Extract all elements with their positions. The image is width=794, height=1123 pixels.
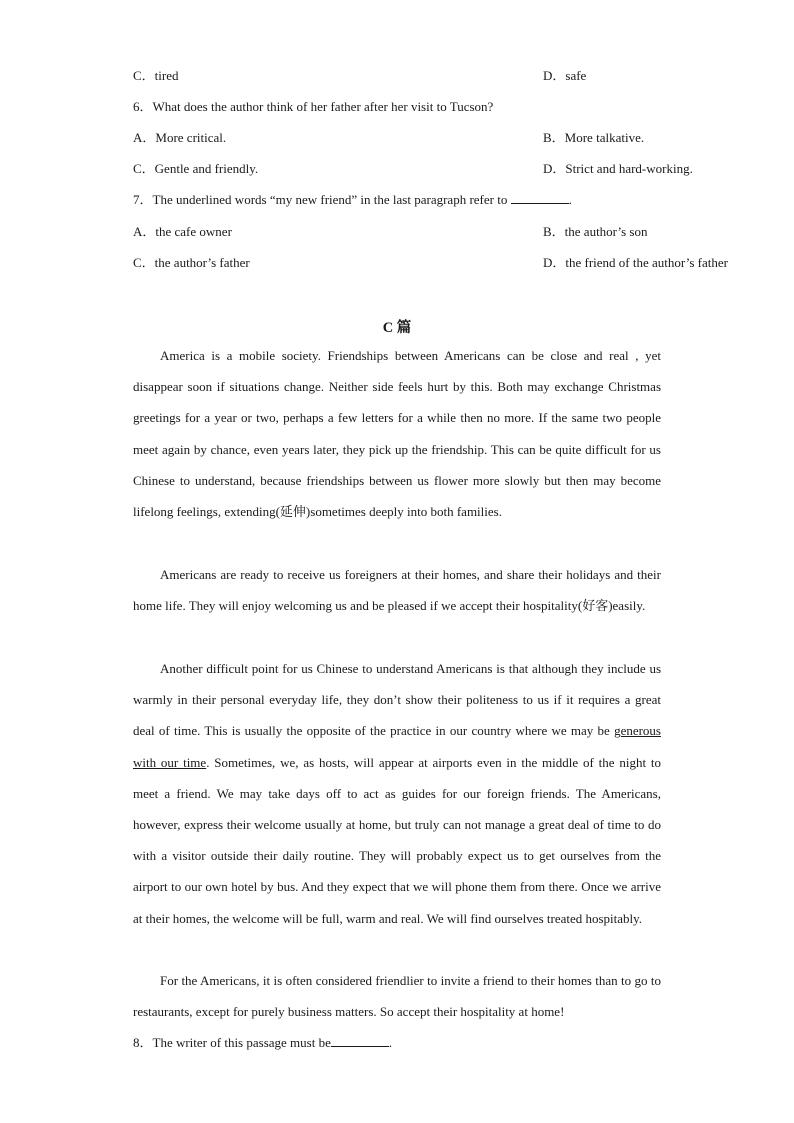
- q5-option-d: D．safe: [543, 68, 587, 83]
- q7-options-row-1: [133, 224, 648, 240]
- q5-options-row-2: [133, 68, 587, 84]
- passage-paragraph-1: [133, 340, 661, 527]
- q6-options-row-2: [133, 161, 693, 177]
- section-title: C 篇: [382, 320, 412, 336]
- paragraph-4-text: For the Americans, it is often considered friendlier to invite a friend to their homes than to go to restaurants, except for purely business matters. So accept their hospitality at home!: [133, 973, 661, 1020]
- passage-paragraph-2: [133, 559, 661, 621]
- q8-stem-text: 8．The writer of this passage must be: [133, 1035, 331, 1050]
- answer-blank: [511, 192, 569, 204]
- q6-option-a: A．More critical.: [133, 130, 227, 145]
- q6-option-c: C．Gentle and friendly.: [133, 161, 259, 176]
- q8-stem: [133, 1035, 392, 1051]
- passage-paragraph-4: [133, 965, 661, 1027]
- underlined-phrase: generous with our time: [133, 723, 661, 770]
- q7-option-c: C．the author’s father: [133, 255, 250, 270]
- q6-stem: 6．What does the author think of her father after her visit to Tucson?: [133, 99, 494, 114]
- q7-option-d: D．the friend of the author’s father: [543, 255, 728, 270]
- q6-options-row-1: [133, 130, 645, 146]
- q7-stem-text: 7．The underlined words “my new friend” in the last paragraph refer to: [133, 192, 511, 207]
- paragraph-1-text: America is a mobile society. Friendships between Americans can be close and real , yet disappear soon if situations change. Neither side feels hurt by this. Both may exchange Christmas greetings for a year or two, perhaps a few letters for a while then no more. If the same two people meet again by chance, even years later, they pick up the friendship. This can be quite difficult for us Chinese to understand, because friendships between us flower more slowly but then may become lifelong feelings, extending(延伸)sometimes deeply into both families.: [133, 348, 661, 520]
- q7-option-a: A．the cafe owner: [133, 224, 232, 239]
- q7-stem: [133, 192, 572, 208]
- q8-stem-end: .: [388, 1035, 393, 1050]
- q5-option-c: C．tired: [133, 68, 179, 83]
- answer-blank: [331, 1035, 389, 1047]
- paragraph-2-text: Americans are ready to receive us foreigners at their homes, and share their holidays and their home life. They will enjoy welcoming us and be pleased if we accept their hospitality(好客)easily.: [133, 567, 661, 614]
- q6-option-b: B．More talkative.: [543, 130, 645, 145]
- passage-paragraph-3: [133, 653, 661, 934]
- q7-stem-end: .: [568, 192, 572, 207]
- paragraph-3-text-start: Another difficult point for us Chinese to understand Americans is that although they include us warmly in their personal everyday life, they don’t show their politeness to us if it requires a great deal of time. This is usually the opposite of the practice in our country where we may be: [133, 661, 661, 739]
- q7-option-b: B．the author’s son: [543, 224, 648, 239]
- q6-option-d: D．Strict and hard-working.: [543, 161, 693, 176]
- paragraph-3-text-end: . Sometimes, we, as hosts, will appear at airports even in the middle of the night to meet a friend. We may take days off to act as guides for our foreign friends. The Americans, however, express their welcome usually at home, but truly can not manage a great deal of time to do with a visitor outside their daily routine. They will probably expect us to get ourselves from the airport to our own hotel by bus. And they expect that we will phone them from there. Once we arrive at their homes, the welcome will be full, warm and real. We will find ourselves treated hospitably.: [133, 754, 662, 926]
- q7-options-row-2: [133, 255, 728, 271]
